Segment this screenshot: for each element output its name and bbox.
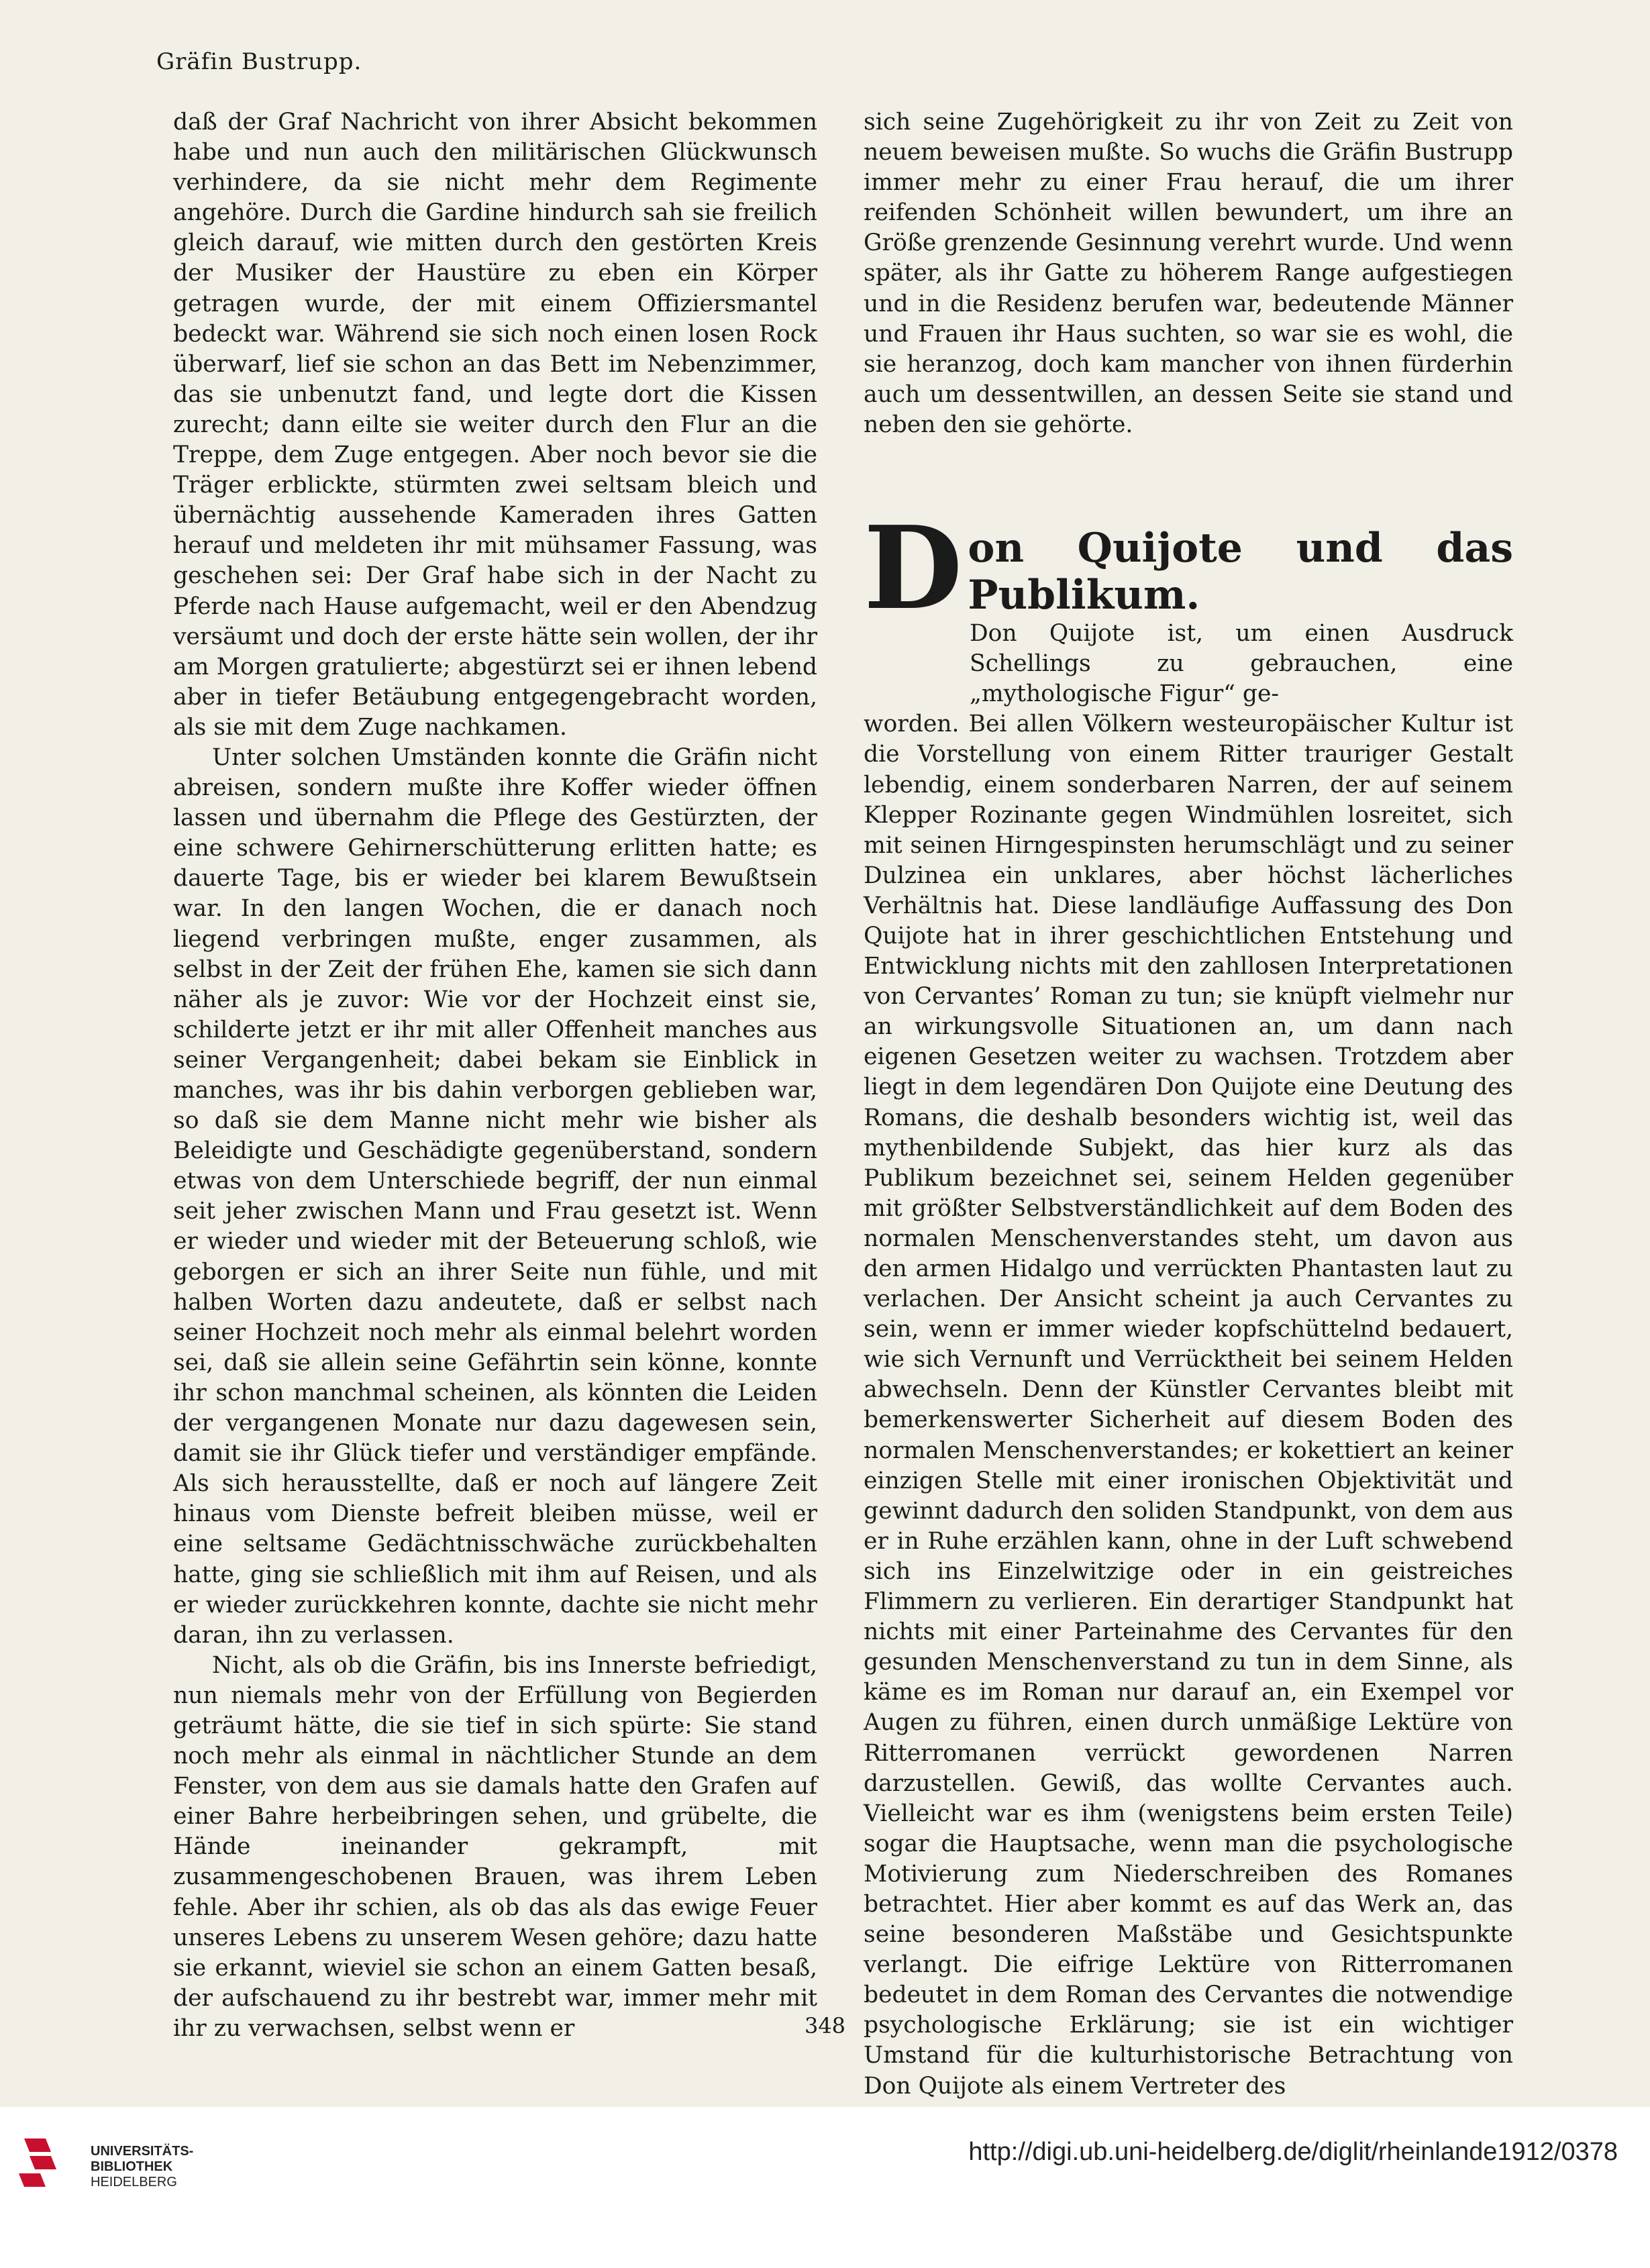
- drop-cap: D: [864, 501, 963, 636]
- library-name: [91, 2144, 193, 2190]
- article-heading-block: [864, 501, 1513, 2102]
- paragraph: Unter solchen Umständen konnte die Gräfin nicht abreisen, sondern mußte ihre Koffer wieder öffnen lassen und übernahm die Pflege des Gestürzten, der eine schwere Gehirnerschütterung erlitten hatte; es dauerte Tage, bis er wieder bei klarem Bewußtsein war. In den langen Wochen, die er danach noch liegend verbringen mußte, enger zusammen, als selbst in der Zeit der frühen Ehe, kamen sie sich dann näher als je zuvor: Wie vor der Hochzeit einst sie, schilderte jetzt er ihr mit aller Offenheit manches aus seiner Vergangenheit; dabei bekam sie Einblick in manches, was ihr bis dahin verborgen geblieben war, so daß sie dem Manne nicht mehr wie bisher als Beleidigte und Geschädigte gegenüberstand, sondern etwas von dem Unterschiede begriff, der nun einmal seit jeher zwischen Mann und Frau gesetzt ist. Wenn er wieder und wieder mit der Beteuerung schloß, wie geborgen er sich an ihrer Seite nun fühle, und mit halben Worten dazu andeutete, daß er selbst nach seiner Hochzeit noch mehr als einmal belehrt worden sei, daß sie allein seine Gefährtin sein könne, konnte ihr schon manchmal scheinen, als könnten die Leiden der vergangenen Monate nur dazu dagewesen sein, damit sie ihr Glück tiefer und verständiger empfände. Als sich herausstellte, daß er noch auf längere Zeit hinaus vom Dienste befreit bleiben müsse, weil er eine seltsame Gedächtnisschwäche zurückbehalten hatte, ging sie schließlich mit ihm auf Reisen, und als er wieder zurückkehren konnte, dachte sie nicht mehr daran, ihn zu verlassen.: [173, 743, 817, 1649]
- source-url-link[interactable]: http://digi.ub.uni-heidelberg.de/diglit/rheinlande1912/0378: [968, 2138, 1618, 2166]
- page-number: 348: [804, 2013, 846, 2039]
- library-logo-icon: [19, 2138, 62, 2187]
- paragraph: worden. Bei allen Völkern westeuropäischer Kultur ist die Vorstellung von einem Ritter trauriger Gestalt lebendig, einem sonderbaren Narren, der auf seinem Klepper Rozinante gegen Windmühlen losreitet, sich mit seinen Hirngespinsten herumschlägt und zu seiner Dulzinea ein unklares, aber höchst lächerliches Verhältnis hat. Diese landläufige Auffassung des Don Quijote hat in ihrer geschichtlichen Entstehung und Entwicklung nichts mit den zahllosen Interpretationen von Cervantes’ Roman zu tun; sie knüpft vielmehr nur an wirkungsvolle Situationen an, um dann nach eigenen Gesetzen weiter zu wachsen. Trotzdem aber liegt in dem legendären Don Quijote eine Deutung des Romans, die deshalb besonders wichtig ist, weil das mythenbildende Subjekt, das hier kurz als das Publikum bezeichnet sei, seinem Helden gegenüber mit größter Selbstverständlichkeit auf dem Boden des normalen Menschenverstandes steht, um davon aus den armen Hidalgo und verrückten Phantasten laut zu verlachen. Der Ansicht scheint ja auch Cervantes zu sein, wenn er immer wieder kopfschüttelnd bedauert, wie sich Vernunft und Verrücktheit bei seinem Helden abwechseln. Denn der Künstler Cervantes bleibt mit bemerkenswerter Sicherheit auf diesem Boden des normalen Menschenverstandes; er kokettiert an keiner einzigen Stelle mit einer ironischen Objektivität und gewinnt dadurch den soliden Standpunkt, von dem aus er in Ruhe erzählen kann, ohne in der Luft schwebend sich ins Einzelwitzige oder in ein geistreiches Flimmern zu verlieren. Ein derartiger Standpunkt hat nichts mit einer Parteinahme des Cervantes für den gesunden Menschenverstand zu tun in dem Sinne, als käme es im Roman nur darauf an, ein Exempel vor Augen zu führen, einen durch unmäßige Lektüre von Ritterromanen verrückt gewordenen Narren darzustellen. Gewiß, das wollte Cervantes auch. Vielleicht war es ihm (wenigstens beim ersten Teile) sogar die Hauptsache, wenn man die psychologische Motivierung zum Niederschreiben des Romanes betrachtet. Hier aber kommt es auf das Werk an, das seine besonderen Maßstäbe und Gesichtspunkte verlangt. Die eifrige Lektüre von Ritterromanen bedeutet in dem Roman des Cervantes die notwendige psychologische Erklärung; sie ist ein wichtiger Umstand für die kulturhistorische Betrachtung von Don Quijote als einem Vertreter des: [864, 711, 1513, 2100]
- right-column: [864, 107, 1513, 2102]
- paragraph: daß der Graf Nachricht von ihrer Absicht bekommen habe und nun auch den militärischen Glückwunsch verhindere, da sie nicht mehr dem Regimente angehöre. Durch die Gardine hindurch sah sie freilich gleich darauf, wie mitten durch den gestörten Kreis der Musiker der Haustüre zu eben ein Körper getragen wurde, der mit einem Offiziersmantel bedeckt war. Während sie sich noch einen losen Rock überwarf, lief sie schon an das Bett im Nebenzimmer, das sie unbenutzt fand, und legte dort die Kissen zurecht; dann eilte sie weiter durch den Flur an die Treppe, dem Zuge entgegen. Aber noch bevor sie die Träger erblickte, stürmten zwei seltsam bleich und übernächtig aussehende Kameraden ihres Gatten herauf und meldeten ihr mit mühsamer Fassung, was geschehen sei: Der Graf habe sich in der Nacht zu Pferde nach Hause aufgemacht, weil er den Abendzug versäumt und doch der erste hätte sein wollen, der ihr am Morgen gratulierte; abgestürzt sei er ihnen lebend aber in tiefer Betäubung entgegengebracht worden, als sie mit dem Zuge nachkamen.: [173, 109, 817, 741]
- left-column: [173, 107, 817, 2044]
- paragraph: Nicht, als ob die Gräfin, bis ins Innerste befriedigt, nun niemals mehr von der Erfüllung von Begierden geträumt hätte, die sie tief in sich spürte: Sie stand noch mehr als einmal in nächtlicher Stunde an dem Fenster, von dem aus sie damals hatte den Grafen auf einer Bahre herbeibringen sehen, und grübelte, die Hände ineinander gekrampft, mit zusammengeschobenen Brauen, was ihrem Leben fehle. Aber ihr schien, als ob das als das ewige Feuer unseres Lebens zu unserem Wesen gehöre; dazu hatte sie erkannt, wieviel sie schon an einem Gatten besaß, der aufschauend zu ihr bestrebt war, immer mehr mit ihr zu verwachsen, selbst wenn er: [173, 1651, 817, 2042]
- library-name-line: BIBLIOTHEK: [91, 2159, 173, 2174]
- viewer-footer: [0, 2107, 1650, 2268]
- library-name-line: HEIDELBERG: [91, 2175, 177, 2189]
- paragraph-opening: Don Quijote ist, um einen Ausdruck Schellings zu gebrauchen, eine „mythologische Figur“ ge-: [970, 620, 1513, 708]
- article-title: on Quijote und das Publikum.: [968, 525, 1513, 619]
- running-head: Gräfin Bustrupp.: [156, 48, 362, 75]
- library-name-line: UNIVERSITÄTS-: [91, 2144, 194, 2159]
- paragraph: sich seine Zugehörigkeit zu ihr von Zeit zu Zeit von neuem beweisen mußte. So wuchs die Gräfin Bustrupp immer mehr zu einer Frau herauf, die um ihrer reifenden Schönheit willen bewundert, um ihre an Größe grenzende Gesinnung verehrt wurde. Und wenn später, als ihr Gatte zu höherem Range aufgestiegen und in die Residenz berufen war, bedeutende Männer und Frauen ihr Haus suchten, so war sie es wohl, die sie heranzog, doch kam mancher von ihnen fürderhin auch um dessentwillen, an dessen Seite sie stand und neben den sie gehörte.: [864, 109, 1513, 438]
